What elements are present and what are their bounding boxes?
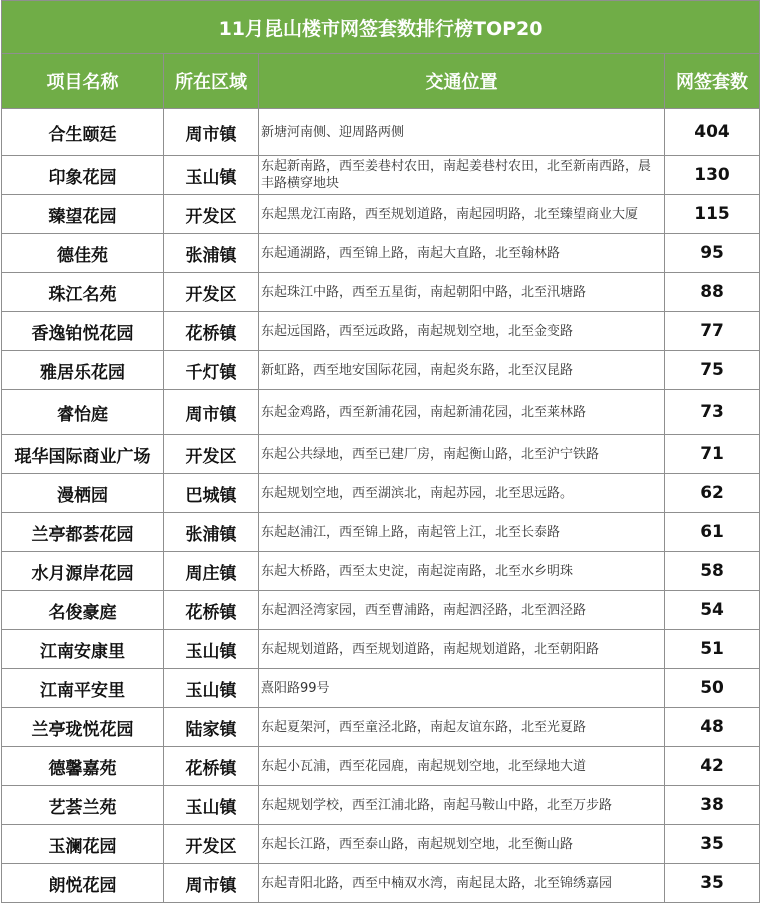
- project-name: 臻望花园: [2, 195, 164, 234]
- signed-count: 50: [665, 669, 760, 708]
- table-row: [2, 708, 760, 747]
- project-name: 艺荟兰苑: [2, 786, 164, 825]
- signed-count: 130: [665, 156, 760, 195]
- project-location: 东起大桥路，西至太史淀，南起淀南路，北至水乡明珠: [259, 552, 665, 591]
- project-location: 东起珠江中路，西至五星街，南起朝阳中路，北至汛塘路: [259, 273, 665, 312]
- header-location: 交通位置: [259, 54, 665, 109]
- project-area: 周市镇: [164, 390, 259, 435]
- table-row: [2, 552, 760, 591]
- project-location: 东起青阳北路，西至中楠双水湾，南起昆太路，北至锦绣嘉园: [259, 864, 665, 903]
- project-area: 开发区: [164, 195, 259, 234]
- table-row: [2, 747, 760, 786]
- project-name: 兰亭都荟花园: [2, 513, 164, 552]
- project-name: 印象花园: [2, 156, 164, 195]
- table-row: [2, 825, 760, 864]
- project-name: 名俊豪庭: [2, 591, 164, 630]
- project-name: 德馨嘉苑: [2, 747, 164, 786]
- project-name: 兰亭珑悦花园: [2, 708, 164, 747]
- project-location: 东起金鸡路，西至新浦花园，南起新浦花园，北至莱林路: [259, 390, 665, 435]
- signed-count: 38: [665, 786, 760, 825]
- project-area: 玉山镇: [164, 669, 259, 708]
- signed-count: 88: [665, 273, 760, 312]
- project-name: 睿怡庭: [2, 390, 164, 435]
- ranking-table: [1, 0, 760, 903]
- project-name: 江南平安里: [2, 669, 164, 708]
- project-area: 玉山镇: [164, 630, 259, 669]
- signed-count: 35: [665, 864, 760, 903]
- signed-count: 42: [665, 747, 760, 786]
- project-location: 东起小瓦浦，西至花园鹿，南起规划空地，北至绿地大道: [259, 747, 665, 786]
- project-location: 东起泗泾湾家园，西至曹浦路，南起泗泾路，北至泗泾路: [259, 591, 665, 630]
- project-location: 东起通湖路，西至锦上路，南起大直路，北至翰林路: [259, 234, 665, 273]
- project-name: 漫栖园: [2, 474, 164, 513]
- table-row: [2, 109, 760, 156]
- project-name: 合生颐廷: [2, 109, 164, 156]
- project-name: 德佳苑: [2, 234, 164, 273]
- signed-count: 35: [665, 825, 760, 864]
- table-row: [2, 390, 760, 435]
- signed-count: 61: [665, 513, 760, 552]
- project-area: 张浦镇: [164, 513, 259, 552]
- header-area: 所在区域: [164, 54, 259, 109]
- project-location: 东起公共绿地，西至已建厂房，南起衡山路，北至沪宁铁路: [259, 435, 665, 474]
- project-area: 开发区: [164, 273, 259, 312]
- project-area: 周市镇: [164, 109, 259, 156]
- table-row: [2, 591, 760, 630]
- signed-count: 115: [665, 195, 760, 234]
- table-row: [2, 669, 760, 708]
- project-area: 开发区: [164, 825, 259, 864]
- table-row: [2, 513, 760, 552]
- project-name: 香逸铂悦花园: [2, 312, 164, 351]
- project-name: 朗悦花园: [2, 864, 164, 903]
- table-row: [2, 630, 760, 669]
- signed-count: 48: [665, 708, 760, 747]
- project-name: 雅居乐花园: [2, 351, 164, 390]
- signed-count: 58: [665, 552, 760, 591]
- table-row: [2, 273, 760, 312]
- project-area: 周市镇: [164, 864, 259, 903]
- project-area: 玉山镇: [164, 156, 259, 195]
- table-row: [2, 195, 760, 234]
- signed-count: 54: [665, 591, 760, 630]
- project-location: 东起新南路，西至姜巷村农田，南起姜巷村农田，北至新南西路，晨丰路横穿地块: [259, 156, 665, 195]
- project-location: 东起规划空地，西至湖滨北，南起苏园，北至思远路。: [259, 474, 665, 513]
- table-row: [2, 234, 760, 273]
- project-location: 东起规划学校，西至江浦北路，南起马鞍山中路，北至万步路: [259, 786, 665, 825]
- project-name: 玉澜花园: [2, 825, 164, 864]
- header-count: 网签套数: [665, 54, 760, 109]
- project-name: 水月源岸花园: [2, 552, 164, 591]
- signed-count: 95: [665, 234, 760, 273]
- header-name: 项目名称: [2, 54, 164, 109]
- project-location: 新塘河南侧、迎周路两侧: [259, 109, 665, 156]
- signed-count: 73: [665, 390, 760, 435]
- project-location: 东起夏架河，西至童泾北路，南起友谊东路，北至光夏路: [259, 708, 665, 747]
- project-area: 开发区: [164, 435, 259, 474]
- project-area: 张浦镇: [164, 234, 259, 273]
- project-name: 珠江名苑: [2, 273, 164, 312]
- table-title: 11月昆山楼市网签套数排行榜TOP20: [2, 1, 760, 54]
- project-name: 江南安康里: [2, 630, 164, 669]
- project-area: 巴城镇: [164, 474, 259, 513]
- project-location: 东起长江路，西至泰山路，南起规划空地，北至衡山路: [259, 825, 665, 864]
- title-row: [2, 1, 760, 54]
- signed-count: 75: [665, 351, 760, 390]
- signed-count: 51: [665, 630, 760, 669]
- signed-count: 404: [665, 109, 760, 156]
- signed-count: 62: [665, 474, 760, 513]
- project-area: 玉山镇: [164, 786, 259, 825]
- table-row: [2, 864, 760, 903]
- project-location: 东起黑龙江南路，西至规划道路，南起园明路，北至臻望商业大厦: [259, 195, 665, 234]
- project-name: 琨华国际商业广场: [2, 435, 164, 474]
- table-row: [2, 312, 760, 351]
- project-location: 东起赵浦江，西至锦上路，南起管上江，北至长泰路: [259, 513, 665, 552]
- project-area: 花桥镇: [164, 591, 259, 630]
- project-area: 千灯镇: [164, 351, 259, 390]
- project-location: 熹阳路99号: [259, 669, 665, 708]
- project-location: 新虹路，西至地安国际花园，南起炎东路，北至汉昆路: [259, 351, 665, 390]
- project-area: 花桥镇: [164, 747, 259, 786]
- table-row: [2, 786, 760, 825]
- table-row: [2, 351, 760, 390]
- table-body: [2, 109, 760, 903]
- project-location: 东起远国路，西至远政路，南起规划空地，北至金变路: [259, 312, 665, 351]
- signed-count: 71: [665, 435, 760, 474]
- header-row: [2, 54, 760, 109]
- signed-count: 77: [665, 312, 760, 351]
- project-location: 东起规划道路，西至规划道路，南起规划道路，北至朝阳路: [259, 630, 665, 669]
- project-area: 花桥镇: [164, 312, 259, 351]
- table-row: [2, 156, 760, 195]
- project-area: 陆家镇: [164, 708, 259, 747]
- project-area: 周庄镇: [164, 552, 259, 591]
- table-row: [2, 474, 760, 513]
- table-row: [2, 435, 760, 474]
